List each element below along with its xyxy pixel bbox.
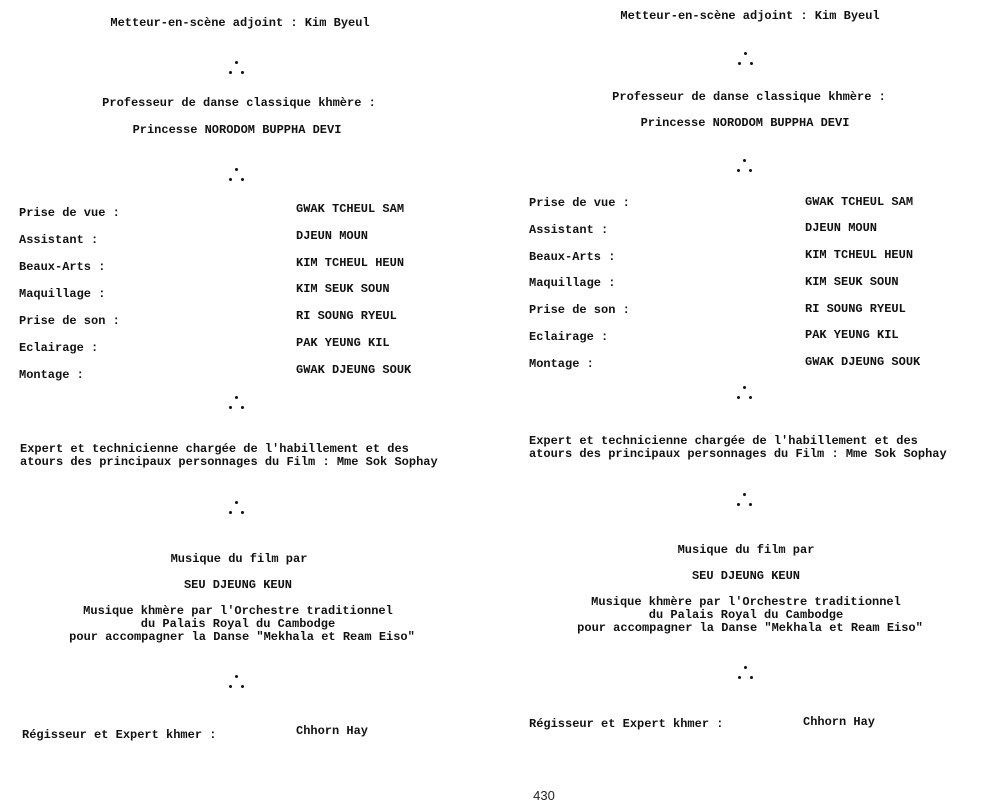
crew-name: DJEUN MOUN xyxy=(296,229,369,243)
dance-teacher-name: Princesse NORODOM BUPPHA DEVI xyxy=(640,116,850,130)
crew-role: Beaux-Arts : xyxy=(529,250,616,264)
dance-teacher-name: Princesse NORODOM BUPPHA DEVI xyxy=(132,123,342,137)
crew-name: KIM SEUK SOUN xyxy=(296,282,390,296)
assistant-director-line: Metteur-en-scène adjoint : Kim Byeul xyxy=(110,16,370,30)
crew-role: Eclairage : xyxy=(19,341,99,355)
crew-role: Eclairage : xyxy=(529,330,609,344)
crew-name: RI SOUNG RYEUL xyxy=(296,309,397,323)
separator-asterism xyxy=(225,168,249,188)
music-composer: SEU DJEUNG KEUN xyxy=(183,578,293,592)
dance-teacher-label: Professeur de danse classique khmère : xyxy=(612,90,886,104)
music-label: Musique du film par xyxy=(170,552,308,566)
stage-manager-label: Régisseur et Expert khmer : xyxy=(529,717,724,731)
separator-asterism xyxy=(733,159,757,179)
separator-asterism xyxy=(734,666,758,686)
crew-name: DJEUN MOUN xyxy=(805,221,878,235)
crew-role: Assistant : xyxy=(19,233,99,247)
crew-role: Prise de son : xyxy=(529,303,630,317)
separator-asterism xyxy=(225,396,249,416)
crew-name: GWAK TCHEUL SAM xyxy=(805,195,914,209)
music-composer: SEU DJEUNG KEUN xyxy=(691,569,801,583)
crew-name: GWAK TCHEUL SAM xyxy=(296,202,405,216)
crew-role: Assistant : xyxy=(529,223,609,237)
credits-column-left xyxy=(0,0,500,790)
crew-name: KIM TCHEUL HEUN xyxy=(805,248,914,262)
separator-asterism xyxy=(733,493,757,513)
crew-name: GWAK DJEUNG SOUK xyxy=(296,363,412,377)
dance-teacher-label: Professeur de danse classique khmère : xyxy=(102,96,376,110)
crew-name: PAK YEUNG KIL xyxy=(296,336,390,350)
assistant-director-line: Metteur-en-scène adjoint : Kim Byeul xyxy=(620,9,880,23)
costume-credit-line: Expert et technicienne chargée de l'habillement et des xyxy=(20,442,409,456)
separator-asterism xyxy=(225,675,249,695)
crew-role: Montage : xyxy=(529,357,594,371)
crew-name: KIM SEUK SOUN xyxy=(805,275,899,289)
khmer-music-line: du Palais Royal du Cambodge xyxy=(140,617,336,631)
khmer-music-line: du Palais Royal du Cambodge xyxy=(648,608,844,622)
crew-role: Maquillage : xyxy=(529,276,616,290)
costume-credit-line: atours des principaux personnages du Film : Mme Sok Sophay xyxy=(20,455,438,469)
crew-role: Beaux-Arts : xyxy=(19,260,106,274)
separator-asterism xyxy=(225,61,249,81)
stage-manager-name: Chhorn Hay xyxy=(296,724,369,738)
page-number: 430 xyxy=(533,788,555,803)
crew-name: RI SOUNG RYEUL xyxy=(805,302,906,316)
crew-role: Prise de vue : xyxy=(529,196,630,210)
crew-name: PAK YEUNG KIL xyxy=(805,328,899,342)
crew-role: Maquillage : xyxy=(19,287,106,301)
stage-manager-label: Régisseur et Expert khmer : xyxy=(22,728,217,742)
separator-asterism xyxy=(733,386,757,406)
khmer-music-line: pour accompagner la Danse "Mekhala et Ream Eiso" xyxy=(69,630,415,644)
credits-column-right xyxy=(500,0,1000,790)
crew-role: Prise de son : xyxy=(19,314,120,328)
crew-name: GWAK DJEUNG SOUK xyxy=(805,355,921,369)
khmer-music-line: pour accompagner la Danse "Mekhala et Ream Eiso" xyxy=(577,621,923,635)
crew-name: KIM TCHEUL HEUN xyxy=(296,256,405,270)
costume-credit-line: atours des principaux personnages du Film : Mme Sok Sophay xyxy=(529,447,947,461)
crew-role: Montage : xyxy=(19,368,84,382)
crew-role: Prise de vue : xyxy=(19,206,120,220)
separator-asterism xyxy=(734,52,758,72)
separator-asterism xyxy=(225,501,249,521)
costume-credit-line: Expert et technicienne chargée de l'habillement et des xyxy=(529,434,918,448)
music-label: Musique du film par xyxy=(677,543,815,557)
khmer-music-line: Musique khmère par l'Orchestre traditionnel xyxy=(591,595,901,609)
stage-manager-name: Chhorn Hay xyxy=(803,715,876,729)
khmer-music-line: Musique khmère par l'Orchestre traditionnel xyxy=(83,604,393,618)
